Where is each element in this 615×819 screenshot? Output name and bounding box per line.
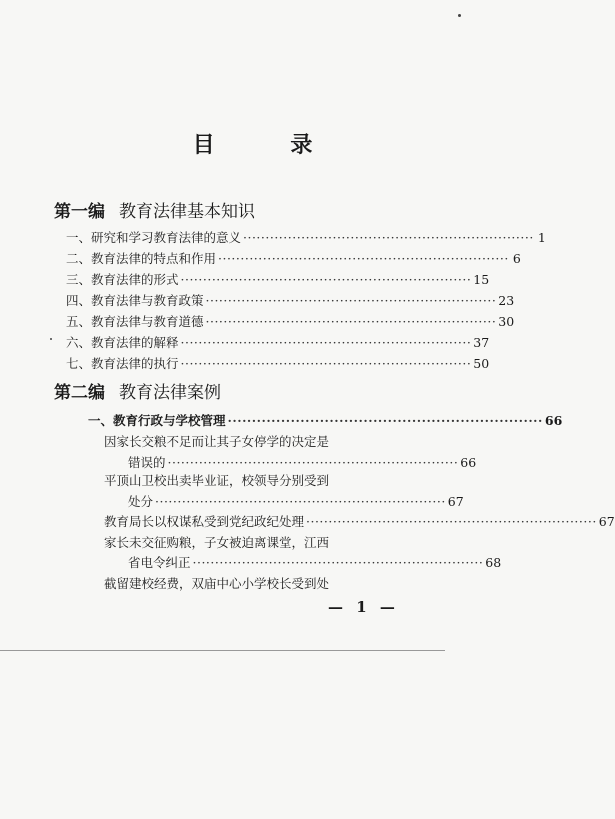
part-one-title: 教育法律基本知识 <box>119 202 255 222</box>
toc-entry-page: 37 <box>473 335 490 350</box>
case-entry-continued[interactable] <box>128 553 502 571</box>
toc-entry[interactable] <box>66 333 490 351</box>
case-title-line[interactable]: 家长未交征购粮，子女被迫离课堂，江西 <box>104 535 330 550</box>
leader-dots: ································································· <box>227 413 543 428</box>
toc-entry-page: 15 <box>473 272 490 287</box>
toc-entry-label: 二、教育法律的特点和作用 <box>66 251 217 266</box>
case-title-line[interactable]: 平顶山卫校出卖毕业证，校领导分别受到 <box>104 473 330 488</box>
toc-entry-page: 30 <box>498 314 515 329</box>
case-page: 66 <box>460 455 477 470</box>
leader-dots: ································································· <box>155 494 446 509</box>
leader-dots: ································································· <box>180 272 472 287</box>
scan-speck <box>50 338 52 340</box>
toc-entry[interactable] <box>66 312 515 330</box>
toc-entry[interactable] <box>66 291 515 309</box>
part-two-title: 教育法律案例 <box>119 383 221 403</box>
case-page: 67 <box>598 514 615 529</box>
toc-entry-label: 五、教育法律与教育道德 <box>66 314 204 329</box>
case-title-continued: 错误的 <box>128 455 166 470</box>
leader-dots: ································································· <box>180 356 472 371</box>
case-title-line[interactable]: 因家长交粮不足而让其子女停学的决定是 <box>104 434 330 449</box>
toc-entry-page: 50 <box>473 356 490 371</box>
page-number: — 1 — <box>328 598 399 616</box>
toc-entry-label: 三、教育法律的形式 <box>66 272 179 287</box>
toc-entry-page: 6 <box>512 251 521 266</box>
case-entry-continued[interactable] <box>128 492 464 510</box>
case-title-continued: 省电令纠正 <box>128 555 191 570</box>
leader-dots: ································································· <box>218 251 509 266</box>
toc-entry[interactable] <box>66 270 490 288</box>
case-title-continued: 处分 <box>128 494 154 509</box>
toc-entry-label: 四、教育法律与教育政策 <box>66 293 204 308</box>
leader-dots: ································································· <box>205 293 497 308</box>
toc-section-label: 一、教育行政与学校管理 <box>88 413 226 428</box>
toc-section-entry[interactable] <box>88 411 563 429</box>
part-two-heading <box>54 378 221 403</box>
toc-entry-label: 七、教育法律的执行 <box>66 356 179 371</box>
case-entry-continued[interactable] <box>128 453 477 471</box>
toc-entry[interactable] <box>66 249 521 267</box>
toc-entry[interactable] <box>66 354 490 372</box>
toc-entry-page: 1 <box>537 230 546 245</box>
part-one-heading <box>54 197 255 222</box>
part-one-number: 第一编 <box>54 202 105 222</box>
leader-dots: ································································· <box>167 455 459 470</box>
leader-dots: ································································· <box>243 230 534 245</box>
toc-entry-label: 一、研究和学习教育法律的意义 <box>66 230 242 245</box>
case-page: 67 <box>447 494 464 509</box>
case-title: 教育局长以权谋私受到党纪政纪处理 <box>104 514 305 529</box>
page-bottom-rule <box>0 650 445 651</box>
toc-entry-label: 六、教育法律的解释 <box>66 335 179 350</box>
toc-entry[interactable] <box>66 228 546 246</box>
case-page: 68 <box>485 555 502 570</box>
leader-dots: ································································· <box>180 335 472 350</box>
scan-speck <box>458 14 461 17</box>
page-title: 目 录 <box>192 132 347 158</box>
toc-entry-page: 23 <box>498 293 515 308</box>
case-entry[interactable] <box>104 512 615 530</box>
part-two-number: 第二编 <box>54 383 105 403</box>
leader-dots: ································································· <box>306 514 597 529</box>
toc-section-page: 66 <box>544 413 563 428</box>
case-title-line[interactable]: 截留建校经费，双庙中心小学校长受到处 <box>104 576 330 591</box>
leader-dots: ································································· <box>192 555 484 570</box>
leader-dots: ································································· <box>205 314 497 329</box>
